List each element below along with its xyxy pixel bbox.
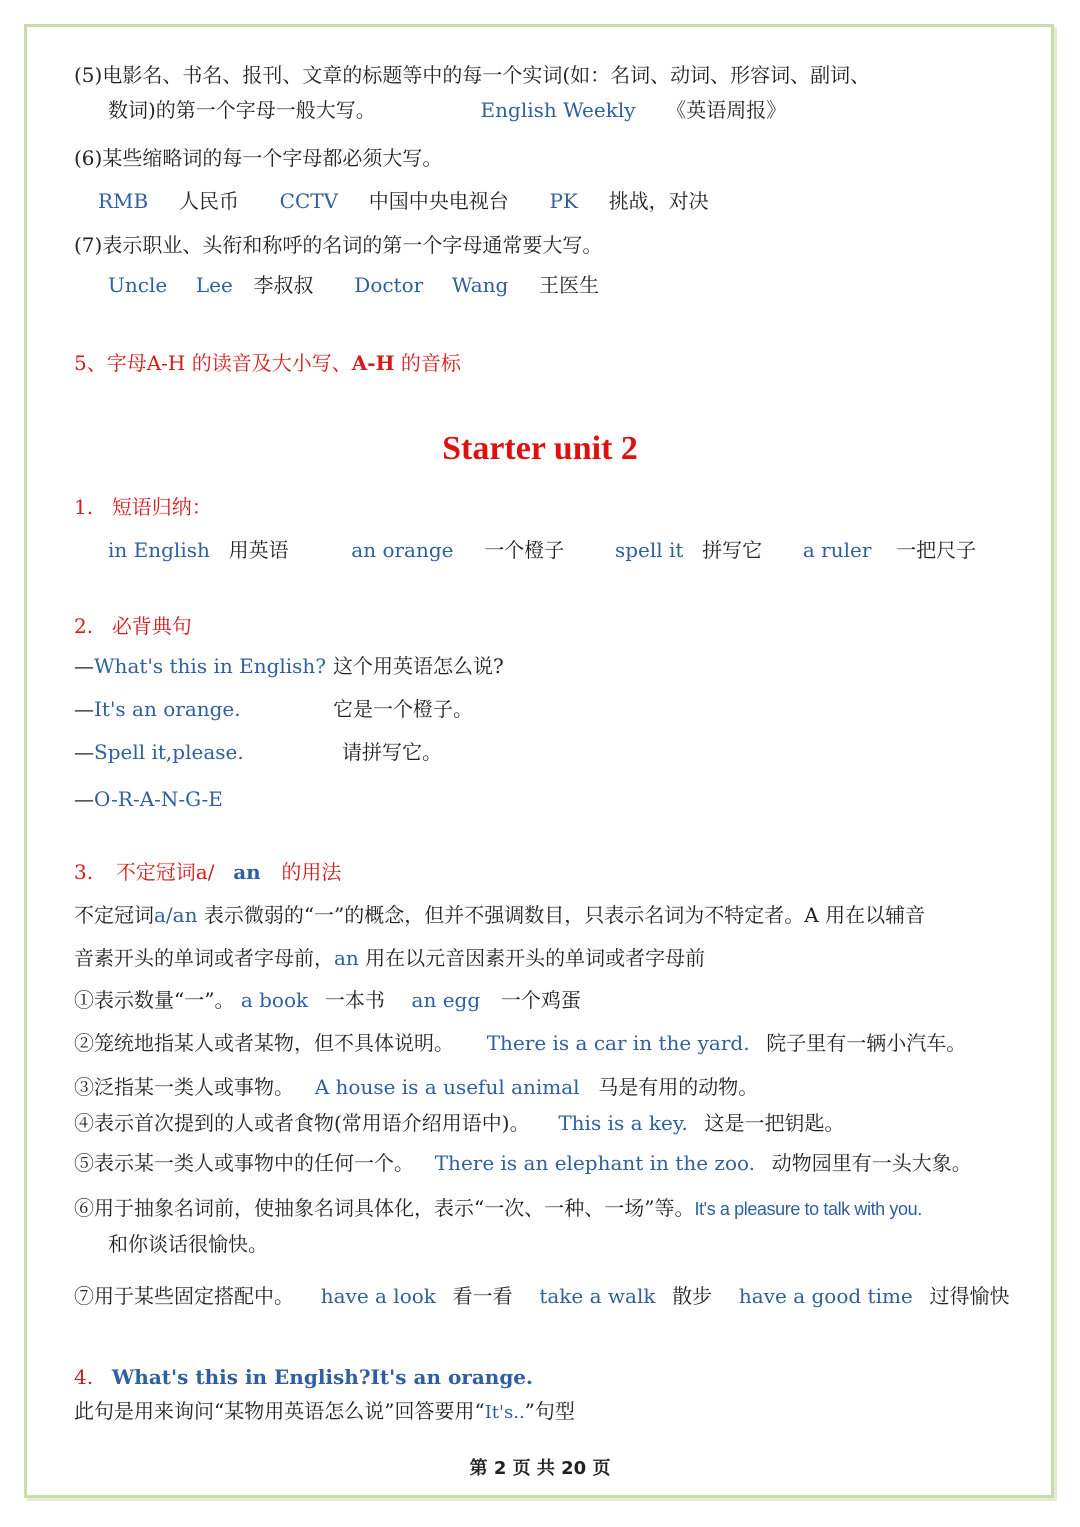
- rule-6-line: [74, 145, 442, 171]
- sentence-3: [74, 739, 244, 765]
- page-number: 第 2 页 共 20 页: [469, 1458, 611, 1479]
- usage-7-translation-3: 过得愉快: [929, 1284, 1010, 1308]
- section-2-label: 必背典句: [111, 614, 192, 638]
- section-5-range-2: A-H: [351, 351, 395, 375]
- intro-a-an: a/an: [154, 903, 198, 927]
- section-4-text: [74, 1398, 575, 1426]
- usage-6: [74, 1195, 922, 1222]
- usage-2: [74, 1030, 966, 1056]
- usage-3-translation: 马是有用的动物。: [598, 1075, 759, 1099]
- usage-2-translation: 院子里有一辆小汽车。: [766, 1031, 967, 1055]
- usage-3: [74, 1074, 758, 1100]
- phrase-in-english-translation: 用英语: [228, 538, 289, 562]
- example-translation: 《英语周报》: [666, 98, 787, 122]
- usage-1-translation-1: 一本书: [324, 988, 385, 1012]
- usage-2-text: ②笼统地指某人或者某物，但不具体说明。: [74, 1031, 454, 1055]
- sentence-1-english: What's this in English?: [94, 654, 327, 678]
- section-4-explanation: 此句是用来询问“某物用英语怎么说”回答要用“: [74, 1399, 485, 1423]
- section-5-prefix: 5、字母: [74, 351, 147, 375]
- dash: —: [74, 697, 94, 721]
- example-english-weekly: English Weekly: [480, 98, 636, 122]
- dash: —: [74, 740, 94, 764]
- usage-6-text: ⑥用于抽象名词前，使抽象名词具体化，表示“一次、一种、一场”等。: [74, 1196, 695, 1220]
- usage-6-translation: 和你谈话很愉快。: [108, 1232, 268, 1256]
- usage-7-translation-1: 看一看: [452, 1284, 513, 1308]
- phrase-an-orange-translation: 一个橙子: [484, 538, 565, 562]
- usage-4: [74, 1110, 845, 1136]
- intro-text-2-cont: 用在以元音因素开头的单词或者字母前: [358, 946, 706, 970]
- usage-5-translation: 动物园里有一头大象。: [771, 1151, 972, 1175]
- phrase-a-ruler-translation: 一把尺子: [896, 538, 977, 562]
- usage-3-example: A house is a useful animal: [314, 1075, 580, 1099]
- rule-7-text: (7)表示职业、头衔和称呼的名词的第一个字母通常要大写。: [74, 233, 603, 257]
- section-4-pattern: It's..: [484, 1402, 525, 1423]
- rule-7-examples: [108, 272, 599, 298]
- sentence-2-translation: 它是一个橙子。: [333, 697, 473, 721]
- example-rmb: RMB: [98, 189, 149, 213]
- sentence-4: [74, 786, 223, 812]
- section-3-label: 不定冠词a/: [115, 860, 215, 884]
- section-3-tail: 的用法: [281, 860, 342, 884]
- example-cctv: CCTV: [279, 189, 339, 213]
- page-title: Starter unit 2: [442, 430, 638, 467]
- usage-1: [74, 987, 581, 1013]
- section-4-label: What's this in English?It's an orange.: [111, 1365, 533, 1389]
- usage-4-text: ④表示首次提到的人或者食物(常用语介绍用语中)。: [74, 1111, 530, 1135]
- example-lee: Lee: [195, 273, 233, 297]
- section-1-number: 1.: [74, 495, 94, 519]
- usage-7-example-3: have a good time: [738, 1284, 913, 1308]
- example-doctor-wang-translation: 王医生: [539, 273, 600, 297]
- section-1-label: 短语归纳：: [111, 495, 212, 519]
- section-1-heading: [74, 494, 212, 520]
- example-rmb-translation: 人民币: [178, 189, 239, 213]
- dash: —: [74, 654, 94, 678]
- section-2-number: 2.: [74, 614, 94, 638]
- section-3-heading: [74, 859, 341, 885]
- usage-7-translation-2: 散步: [672, 1284, 713, 1308]
- usage-7-text: ⑦用于某些固定搭配中。: [74, 1284, 294, 1308]
- section-4-explanation-end: ”句型: [524, 1399, 575, 1423]
- intro-an: an: [334, 946, 359, 970]
- section-4-heading: [74, 1364, 533, 1390]
- usage-1-text: ①表示数量“一”。: [74, 988, 235, 1012]
- rule-7-line: [74, 232, 602, 258]
- phrase-spell-it: spell it: [614, 538, 684, 562]
- section-3-number: 3.: [74, 860, 94, 884]
- example-uncle: Uncle: [108, 273, 168, 297]
- usage-7: [74, 1283, 1009, 1309]
- section-5-middle: 的读音及大小写、: [185, 351, 352, 375]
- section-5-suffix: 的音标: [394, 351, 461, 375]
- sentence-2-english: It's an orange.: [94, 697, 241, 721]
- section-5-heading: [74, 350, 461, 376]
- sentence-1-translation: 这个用英语怎么说?: [333, 654, 504, 678]
- rule-6-text: (6)某些缩略词的每一个字母都必须大写。: [74, 146, 443, 170]
- sentence-3-english: Spell it,please.: [94, 740, 244, 764]
- usage-1-translation-2: 一个鸡蛋: [500, 988, 581, 1012]
- usage-2-example: There is a car in the yard.: [486, 1031, 750, 1055]
- usage-4-example: This is a key.: [558, 1111, 688, 1135]
- usage-3-text: ③泛指某一类人或事物。: [74, 1075, 294, 1099]
- example-pk-translation: 挑战，对决: [608, 189, 709, 213]
- example-doctor: Doctor: [354, 273, 424, 297]
- example-cctv-translation: 中国中央电视台: [368, 189, 509, 213]
- rule-5-line2: [108, 97, 786, 123]
- usage-1-example-1: a book: [240, 988, 309, 1012]
- rule-5-text-cont: 数词)的第一个字母一般大写。: [108, 98, 376, 122]
- sentence-2: [74, 696, 241, 722]
- article-intro-line1: [74, 902, 925, 928]
- example-pk: PK: [549, 189, 578, 213]
- usage-4-translation: 这是一把钥匙。: [704, 1111, 845, 1135]
- rule-6-examples: [98, 188, 709, 214]
- rule-5-line1: [74, 62, 870, 88]
- intro-text: 不定冠词: [74, 903, 154, 927]
- phrase-spell-it-translation: 拼写它: [702, 538, 763, 562]
- example-uncle-lee-translation: 李叔叔: [253, 273, 314, 297]
- intro-text-cont: 表示微弱的“一”的概念，但并不强调数目，只表示名词为不特定者。A 用在以辅音: [197, 903, 926, 927]
- phrase-list: [108, 537, 976, 563]
- dash: —: [74, 787, 94, 811]
- sentence-1: [74, 653, 326, 679]
- rule-5-text: (5)电影名、书名、报刊、文章的标题等中的每一个实词(如：名词、动词、形容词、副词、: [74, 63, 871, 87]
- usage-1-example-2: an egg: [411, 988, 481, 1012]
- phrase-an-orange: an orange: [351, 538, 454, 562]
- phrase-a-ruler: a ruler: [802, 538, 872, 562]
- usage-7-example-2: take a walk: [539, 1284, 656, 1308]
- section-5-range-1: A-H: [146, 351, 186, 375]
- section-4-number: 4.: [74, 1365, 94, 1389]
- sentence-4-english: O-R-A-N-G-E: [94, 787, 223, 811]
- usage-5-text: ⑤表示某一类人或事物中的任何一个。: [74, 1151, 414, 1175]
- sentence-3-translation: 请拼写它。: [342, 740, 442, 764]
- usage-5-example: There is an elephant in the zoo.: [434, 1151, 756, 1175]
- usage-5: [74, 1150, 972, 1176]
- usage-6-example: It's a pleasure to talk with you.: [694, 1199, 922, 1219]
- phrase-in-english: in English: [108, 538, 210, 562]
- intro-text-2: 音素开头的单词或者字母前，: [74, 946, 334, 970]
- example-wang: Wang: [451, 273, 509, 297]
- usage-7-example-1: have a look: [320, 1284, 436, 1308]
- article-intro-line2: [74, 945, 705, 971]
- section-3-an: an: [233, 860, 261, 884]
- section-2-heading: [74, 613, 192, 639]
